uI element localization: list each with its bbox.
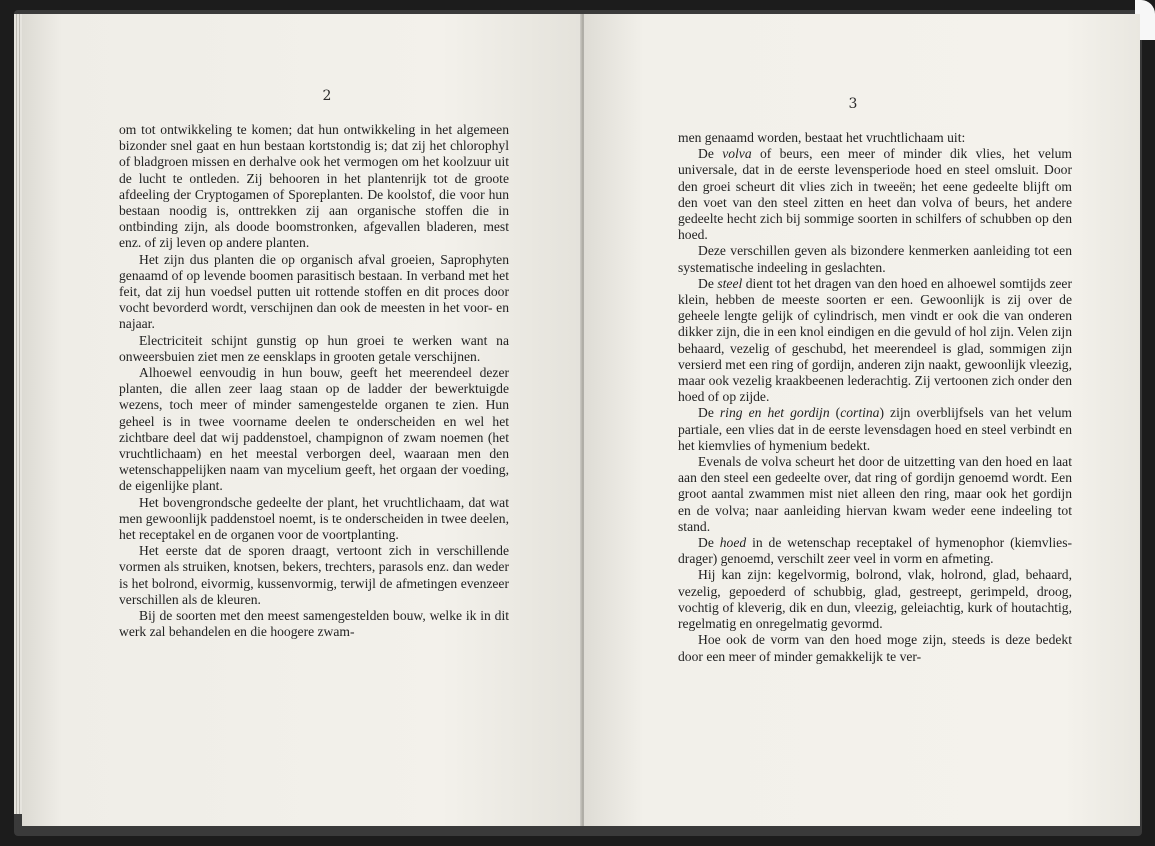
paragraph: Alhoewel eenvoudig in hun bouw, geeft het meerendeel dezer planten, die allen zeer laag staan op de ladder der bewerktuigde wezens, toch meer of minder samengestelde organen te zien. Hun geheel is in twee voorname deelen te onderscheiden en wel het zichtbare deel dat wij paddenstoel, champignon of zwam noemen (het vruchtlichaam) en het meestal verborgen deel, waaraan men den wetenschappelijken naam van mycelium geeft, het orgaan der voeding, de eigenlijke plant. [119,365,509,494]
term-hoed: hoed [719,535,747,551]
paragraph: Evenals de volva scheurt het door de uitzetting van den hoed en laat aan den steel een gedeelte over, dat ring of gordijn genoemd wordt. Een groot aantal zwammen mist niet alleen den ring, maar ook het gordijn en de volva; naar aanleiding hiervan kwam weder eene indeeling tot stand. [678,454,1072,534]
paragraph: Electriciteit schijnt gunstig op hun groei te werken want na onweersbuien ziet men ze eensklaps in grooten getale verschijnen. [119,332,509,364]
body-text [678,130,1072,665]
term-cortina: cortina [840,405,880,421]
left-page [22,14,582,826]
paragraph: Het bovengrondsche gedeelte der plant, het vruchtlichaam, dat wat men gewoonlijk paddenstoel noemt, is te onderscheiden in twee deelen, het receptakel en de organen voor de voortplanting. [119,494,509,543]
paragraph: De ring en het gordijn (cortina) zijn overblijfsels van het velum partiale, een vlies dat in de eerste levensdagen hoed en steel verbindt en het kiemvlies of hymenium bedekt. [678,405,1072,453]
paragraph: om tot ontwikkeling te komen; dat hun ontwikkeling in het algemeen bizonder snel gaat en hun bestaan kortstondig is; dat zij het chlorophyl of bladgroen missen en derhalve ook het vermogen om het koolzuur uit de lucht te ontleden. Zij behooren in het plantenrijk tot de groote afdeeling der Cryptogamen of Sporeplanten. De koolstof, die voor hun bestaan noodig is, onttrekken zij aan organische stoffen die in ontbinding zijn, als doode boomstronken, afgevallen bladeren, mest enz. of zij leven op andere planten. [119,122,509,251]
paragraph: De steel dient tot het dragen van den hoed en alhoewel somtijds zeer klein, hebben de meeste soorten er een. Gewoonlijk is zij over de geheele lengte gelijk of cylindrisch, men vindt er ook die van onderen dikker zijn, die in een knol eindigen en die gevuld of hol zijn. Velen zijn behaard, vezelig of geschubd, het meerendeel is glad, sommigen zijn versierd met een ring of gordijn, anderen zijn naakt, gewoonlijk vleezig, maar ook vezelig kraakbeenen lederachtig. Zij vertoonen zich onder den hoed of op zijde. [678,275,1072,405]
paragraph: Hij kan zijn: kegelvormig, bolrond, vlak, holrond, glad, behaard, vezelig, gepoederd of schubbig, glad, gestreept, gerimpeld, droog, vochtig of kleverig, dik en dun, vleezig, geleiachtig, kurk of houtachtig, regelmatig en onregelmatig gevormd. [678,567,1072,632]
paragraph: Bij de soorten met den meest samengestelden bouw, welke ik in dit werk zal behandelen en die hoogere zwam- [119,608,509,640]
paragraph: De hoed in de wetenschap receptakel of hymenophor (kiemvlies-drager) genoemd, verschilt zeer veel in vorm en afmeting. [678,535,1073,567]
page-number: 2 [322,88,332,104]
page-number: 3 [848,96,858,112]
right-page [584,14,1140,826]
paragraph: Hoe ook de vorm van den hoed moge zijn, steeds is deze bedekt door een meer of minder gemakkelijk te ver- [678,632,1072,664]
paragraph: Het eerste dat de sporen draagt, vertoont zich in verschillende vormen als struiken, knotsen, bekers, trechters, parasols enz. dan weder is het bolrond, eivormig, kussenvormig, terwijl de afmetingen evenzeer verschillen als de kleuren. [119,543,509,607]
term-volva: volva [722,146,752,162]
paragraph: Deze verschillen geven als bizondere kenmerken aanleiding tot een systematische indeeling in geslachten. [678,243,1072,275]
paragraph: Het zijn dus planten die op organisch afval groeien, Saprophyten genaamd of op levende boomen parasitisch bestaan. In verband met het feit, dat zij hun voedsel putten uit rottende stoffen en dit proces door vocht bevorderd wordt, verschijnen dan ook de meesten in het voor- en najaar. [119,251,509,332]
paragraph: men genaamd worden, bestaat het vruchtlichaam uit: [678,130,966,145]
term-steel: steel [717,275,743,291]
term-ring: ring en het gordijn [719,405,830,421]
paragraph: De volva of beurs, een meer of minder dik vlies, het velum universale, dat in de eerste levensperiode hoed en steel omsluit. Door den groei scheurt dit vlies zich in tweeën; het eene gedeelte blijft om den voet van den steel zitten en heet dan volva of beurs, het andere gedeelte hecht zich bij sommige soorten in schilfers of schubben op den hoed. [678,146,1072,243]
body-text [119,122,509,641]
